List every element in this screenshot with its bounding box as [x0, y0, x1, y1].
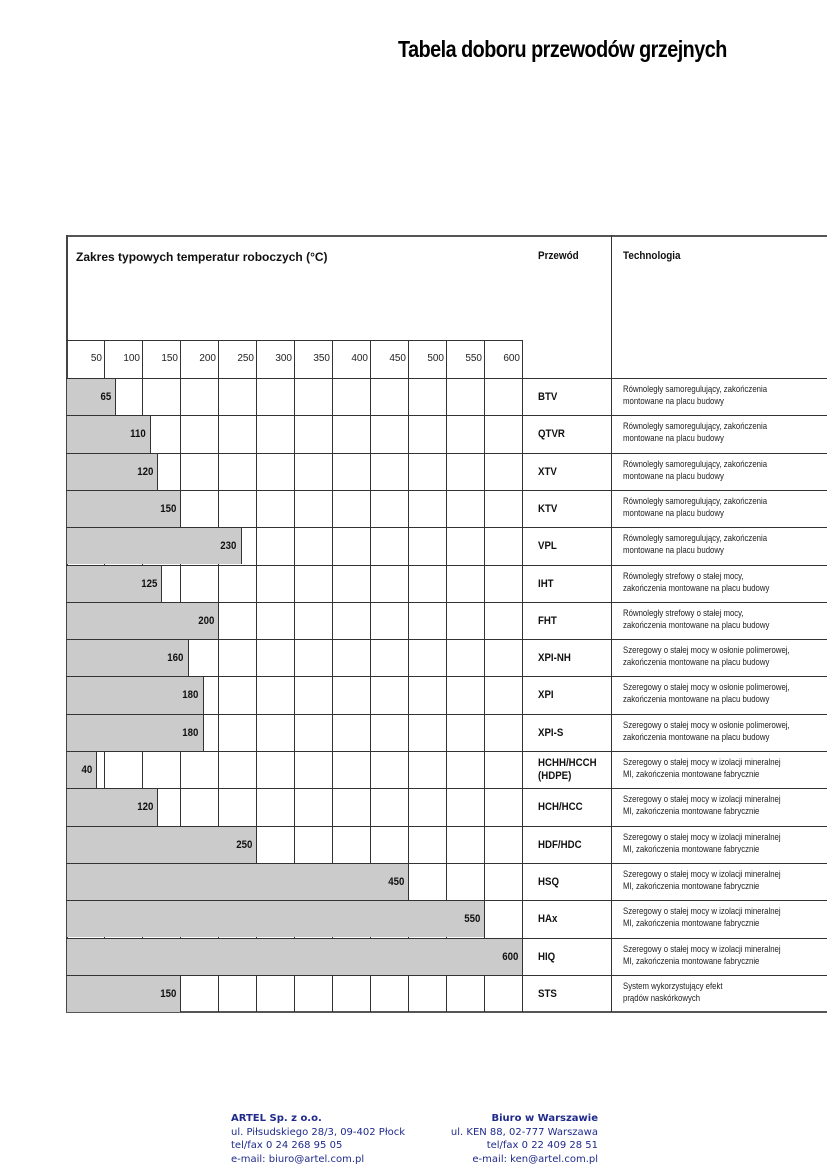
technology-description [623, 421, 767, 445]
cable-name-line: VPL [538, 540, 557, 553]
temperature-bar [67, 827, 257, 863]
technology-line: Równoległy strefowy o stałej mocy, [623, 570, 744, 582]
axis-tick-label [447, 353, 485, 364]
tick-text: 450 [389, 353, 406, 364]
table-row [66, 976, 827, 1013]
table-border-top [66, 235, 827, 237]
cable-name-line: HSQ [538, 875, 559, 888]
cable-name [538, 876, 559, 889]
technology-line: montowane na placu budowy [623, 396, 724, 407]
cable-name [538, 839, 582, 852]
temperature-value: 250 [235, 838, 252, 851]
cable-name [538, 757, 597, 783]
cable-name-line: XTV [538, 465, 557, 478]
temperature-bar [67, 939, 523, 975]
table-row [66, 603, 827, 640]
temperature-value: 600 [501, 950, 518, 963]
technology-description [623, 384, 767, 408]
temperature-value: 110 [129, 428, 146, 441]
temperature-bar [67, 752, 97, 788]
technology-line: Równoległy strefowy o stałej mocy, [623, 607, 744, 619]
cable-name-line: XPI [538, 689, 554, 702]
temperature-bar [67, 566, 162, 602]
cable-name [538, 391, 557, 404]
cable-name-line: QTVR [538, 428, 565, 441]
technology-description [623, 906, 781, 930]
cable-name-line: HAx [538, 913, 558, 926]
footer-office-address: ul. KEN 88, 02-777 Warszawa [450, 1126, 598, 1138]
table-row [66, 715, 827, 752]
axis-tick-label [219, 353, 257, 364]
axis-tick-label [409, 353, 447, 364]
cable-name-line: HDF/HDC [538, 838, 582, 851]
technology-line: montowane na placu budowy [623, 470, 724, 482]
footer-company-email[interactable]: e-mail: biuro@artel.com.pl [231, 1153, 365, 1165]
footer-company-name: ARTEL Sp. z o.o. [231, 1113, 322, 1124]
footer-office-email[interactable]: e-mail: ken@artel.com.pl [472, 1153, 598, 1165]
axis-tick-label [371, 353, 409, 364]
cable-name [538, 727, 563, 740]
cable-name [538, 503, 557, 516]
tick-text: 250 [237, 353, 254, 364]
temperature-value: 180 [182, 726, 199, 739]
table-row [66, 939, 827, 976]
technology-line: prądów naskórkowych [623, 992, 701, 1004]
temperature-bar [67, 976, 181, 1012]
technology-description [623, 533, 767, 557]
axis-tick-label [333, 353, 371, 364]
cable-name-line: IHT [538, 577, 554, 590]
temperature-bar [67, 640, 189, 676]
technology-line: Szeregowy o stałej mocy w izolacji mineralnej [623, 794, 781, 806]
table-row [66, 677, 827, 714]
technology-line: Równoległy samoregulujący, zakończenia [623, 458, 768, 470]
footer-office-phone: tel/fax 0 22 409 28 51 [486, 1140, 598, 1151]
tick-text: 550 [465, 353, 482, 364]
technology-description [623, 571, 769, 595]
technology-line: zakończenia montowane na placu budowy [623, 731, 770, 743]
axis-tick-label [181, 353, 219, 364]
axis-tick-label [257, 353, 295, 364]
technology-description [623, 608, 769, 632]
cable-name-line: FHT [538, 614, 557, 627]
footer-head-office [231, 1112, 405, 1166]
temperature-value: 450 [387, 875, 404, 888]
table-row [66, 491, 827, 528]
temperature-range-header: Zakres typowych temperatur roboczych (°C) [76, 250, 328, 264]
axis-tick-label [67, 353, 105, 364]
temperature-bar [67, 491, 181, 527]
axis-tick-label [485, 353, 523, 364]
technology-line: montowane na placu budowy [623, 433, 724, 445]
technology-description [623, 981, 723, 1005]
tick-text: 400 [351, 353, 368, 364]
table-row [66, 864, 827, 901]
temperature-value: 160 [167, 652, 184, 665]
temperature-value: 180 [182, 689, 199, 702]
technology-description [623, 944, 781, 968]
cable-name-line: XPI-S [538, 726, 564, 739]
technology-description [623, 869, 781, 893]
technology-line: MI, zakończenia montowane fabrycznie [623, 769, 760, 780]
technology-line: Szeregowy o stałej mocy w osłonie polimerowej, [623, 682, 790, 694]
tick-text: 500 [427, 353, 444, 364]
cable-name-line: STS [538, 987, 557, 1000]
axis-tick-label [295, 353, 333, 364]
temperature-bar [67, 677, 204, 713]
tick-text: 600 [503, 353, 520, 364]
technology-line: Szeregowy o stałej mocy w izolacji mineralnej [623, 868, 781, 880]
technology-line: MI, zakończenia montowane fabrycznie [623, 955, 760, 967]
cable-name-line: (HDPE) [538, 770, 572, 782]
technology-line: zakończenia montowane na placu budowy [623, 694, 770, 706]
table-row [66, 901, 827, 938]
cable-name [538, 801, 583, 814]
tick-text: 200 [199, 353, 216, 364]
technology-line: Równoległy samoregulujący, zakończenia [623, 421, 768, 433]
technology-line: Równoległy samoregulujący, zakończenia [623, 384, 768, 395]
temperature-bar [67, 715, 204, 751]
temperature-bar [67, 454, 158, 490]
cable-name-line: XPI-NH [538, 652, 571, 665]
temperature-value: 550 [463, 913, 480, 926]
cable-name-line: HIQ [538, 950, 556, 963]
cable-name-line: BTV [538, 391, 558, 403]
table-row [66, 454, 827, 491]
table-row [66, 379, 827, 416]
temperature-bar [67, 789, 158, 825]
technology-line: MI, zakończenia montowane fabrycznie [623, 843, 760, 855]
temperature-value: 120 [137, 801, 154, 814]
table-row [66, 827, 827, 864]
temperature-value: 200 [197, 614, 214, 627]
technology-line: montowane na placu budowy [623, 545, 724, 557]
temperature-bar [67, 416, 151, 452]
table-row [66, 416, 827, 453]
footer-company-address: ul. Piłsudskiego 28/3, 09-402 Płock [231, 1126, 406, 1138]
cable-name [538, 615, 557, 628]
temperature-bar [67, 864, 409, 900]
technology-line: Równoległy samoregulujący, zakończenia [623, 495, 768, 507]
technology-line: MI, zakończenia montowane fabrycznie [623, 918, 760, 930]
cable-name-line: KTV [538, 502, 558, 515]
technology-line: zakończenia montowane na placu budowy [623, 582, 770, 594]
technology-description [623, 496, 767, 520]
table-row [66, 566, 827, 603]
temperature-bar [67, 603, 219, 639]
cable-name [538, 540, 557, 553]
technology-line: zakończenia montowane na placu budowy [623, 619, 770, 631]
page-title: Tabela doboru przewodów grzejnych [398, 36, 727, 62]
technology-line: MI, zakończenia montowane fabrycznie [623, 806, 760, 818]
cable-name-line: HCH/HCC [538, 801, 583, 814]
cable-name-line: HCHH/HCCH [538, 757, 597, 769]
technology-description [623, 720, 790, 744]
axis-tick-label [105, 353, 143, 364]
table-row [66, 640, 827, 677]
tick-text: 350 [313, 353, 330, 364]
temperature-bar [67, 379, 116, 415]
technology-description [623, 794, 781, 818]
temperature-value: 120 [137, 465, 154, 478]
technology-line: Szeregowy o stałej mocy w izolacji mineralnej [623, 757, 781, 768]
temperature-value: 40 [81, 764, 93, 776]
technology-line: MI, zakończenia montowane fabrycznie [623, 880, 760, 892]
technology-column-header: Technologia [623, 250, 681, 262]
temperature-value: 150 [159, 502, 176, 515]
tick-text: 150 [161, 353, 178, 364]
table-row [66, 528, 827, 565]
footer-warsaw-office [440, 1112, 598, 1166]
tick-text: 300 [275, 353, 292, 364]
cable-name [538, 652, 571, 665]
technology-line: Szeregowy o stałej mocy w izolacji mineralnej [623, 906, 781, 918]
technology-line: Szeregowy o stałej mocy w osłonie polimerowej, [623, 719, 790, 731]
technology-line: Szeregowy o stałej mocy w izolacji mineralnej [623, 831, 781, 843]
table-row [66, 752, 827, 789]
cable-name [538, 466, 557, 479]
temperature-value: 150 [159, 987, 176, 1000]
tick-text: 100 [123, 353, 140, 364]
cable-name [538, 578, 554, 591]
technology-line: zakończenia montowane na placu budowy [623, 657, 770, 669]
temperature-bar [67, 901, 485, 937]
table-row [66, 789, 827, 826]
technology-description [623, 682, 790, 706]
temperature-value: 65 [100, 391, 112, 403]
footer-company-phone: tel/fax 0 24 268 95 05 [231, 1140, 343, 1151]
cable-name [538, 951, 555, 964]
cable-column-header: Przewód [538, 250, 579, 262]
technology-line: Szeregowy o stałej mocy w osłonie polimerowej, [623, 645, 790, 657]
cable-name [538, 913, 557, 926]
tick-text: 50 [90, 353, 102, 364]
axis-tick-label [143, 353, 181, 364]
cable-selection-table [66, 235, 827, 1012]
temperature-bar [67, 528, 242, 564]
temperature-value: 125 [140, 577, 157, 590]
cable-name [538, 689, 554, 702]
technology-description [623, 832, 781, 856]
cable-name [538, 428, 565, 441]
cable-name [538, 988, 557, 1001]
technology-line: Szeregowy o stałej mocy w izolacji mineralnej [623, 943, 781, 955]
temperature-value: 230 [220, 540, 237, 553]
technology-description [623, 757, 781, 781]
technology-description [623, 645, 790, 669]
technology-line: montowane na placu budowy [623, 507, 724, 519]
technology-line: System wykorzystujący efekt [623, 980, 723, 992]
technology-description [623, 459, 767, 483]
footer-office-name: Biuro w Warszawie [491, 1113, 598, 1124]
technology-line: Równoległy samoregulujący, zakończenia [623, 533, 768, 545]
